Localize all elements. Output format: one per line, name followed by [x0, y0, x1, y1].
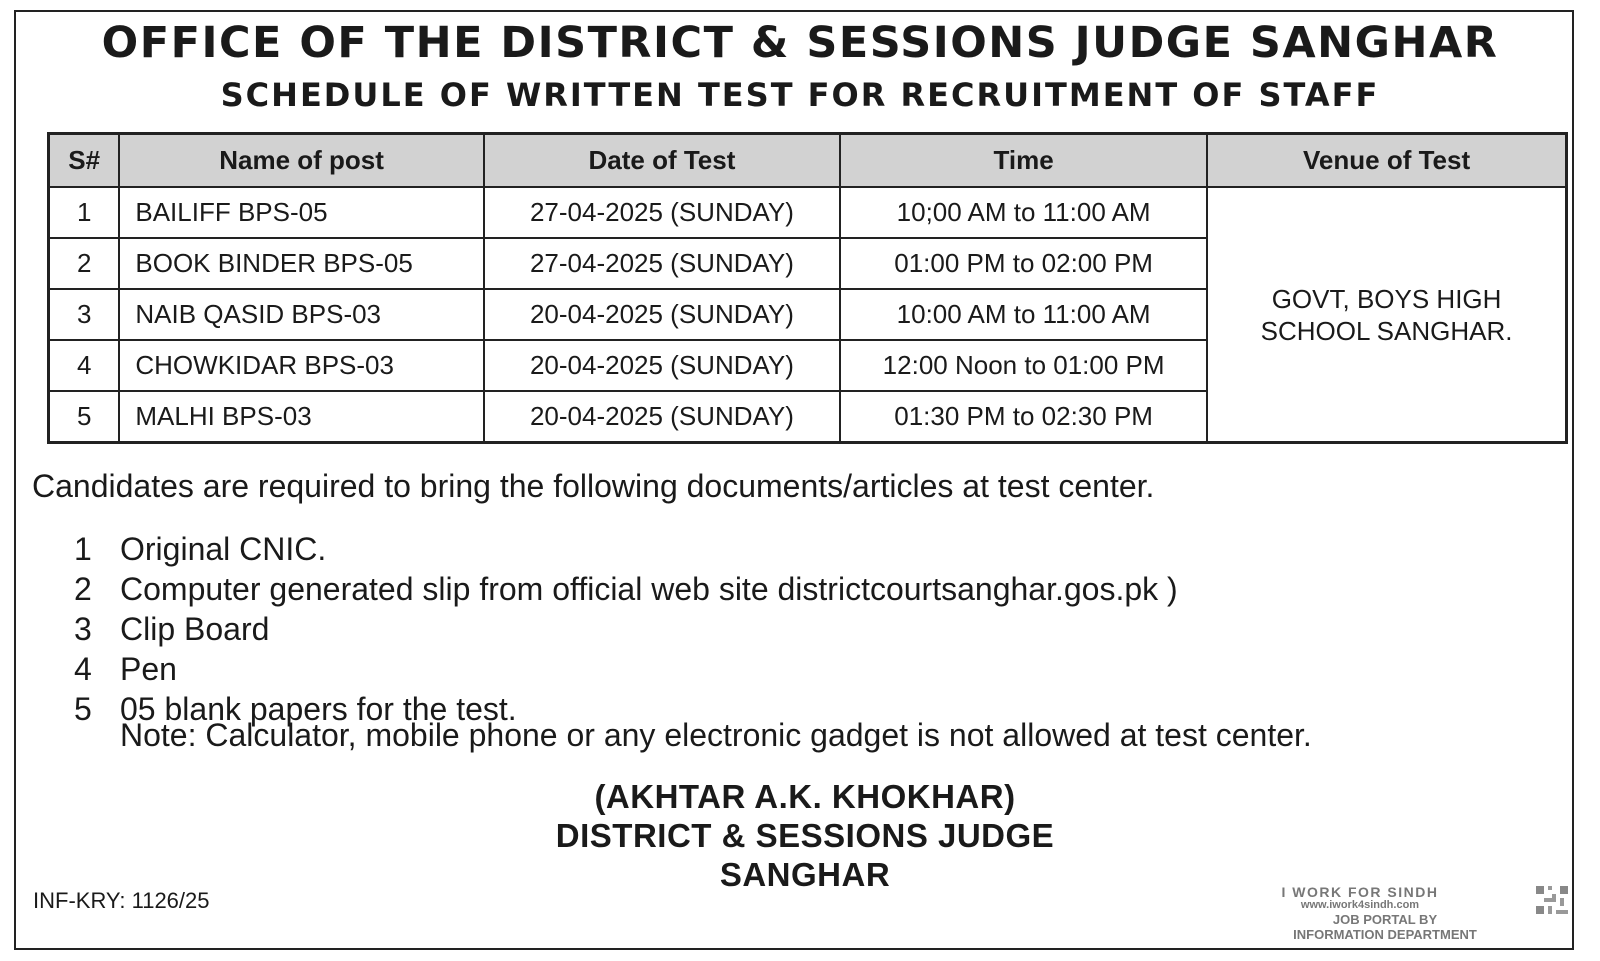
time-cell: 01:30 PM to 02:30 PM — [840, 391, 1207, 443]
list-item-number: 5 — [74, 691, 92, 727]
date-cell: 27-04-2025 (SUNDAY) — [484, 238, 840, 289]
column-header-venue: Venue of Test — [1207, 134, 1566, 188]
watermark-line-2: INFORMATION DEPARTMENT — [1293, 927, 1477, 942]
table-header-row — [49, 134, 1567, 188]
post-cell: NAIB QASID BPS-03 — [119, 289, 483, 340]
list-item-number: 1 — [74, 531, 92, 567]
date-cell: 20-04-2025 (SUNDAY) — [484, 340, 840, 391]
venue-cell — [1207, 187, 1566, 443]
time-cell: 10:00 AM to 11:00 AM — [840, 289, 1207, 340]
list-item-number: 3 — [74, 611, 92, 647]
post-cell: MALHI BPS-03 — [119, 391, 483, 443]
list-item — [74, 609, 1178, 649]
post-cell: BOOK BINDER BPS-05 — [119, 238, 483, 289]
post-cell: CHOWKIDAR BPS-03 — [119, 340, 483, 391]
list-item-number: 2 — [74, 571, 92, 607]
venue-line-1: GOVT, BOYS HIGH — [1271, 283, 1502, 314]
list-item — [74, 649, 1178, 689]
serial-cell: 1 — [49, 187, 120, 238]
date-cell: 20-04-2025 (SUNDAY) — [484, 289, 840, 340]
time-cell: 01:00 PM to 02:00 PM — [840, 238, 1207, 289]
serial-cell: 5 — [49, 391, 120, 443]
watermark-brand: I WORK FOR SINDH — [1281, 884, 1439, 900]
time-cell: 12:00 Noon to 01:00 PM — [840, 340, 1207, 391]
serial-cell: 3 — [49, 289, 120, 340]
required-documents-list — [74, 529, 1178, 729]
qr-code-icon — [1536, 886, 1568, 914]
list-item — [74, 529, 1178, 569]
list-item-text: 05 blank papers for the test. — [120, 691, 517, 727]
column-header-date: Date of Test — [484, 134, 840, 188]
serial-cell: 4 — [49, 340, 120, 391]
instructions-intro: Candidates are required to bring the following documents/articles at test center. — [32, 468, 1155, 504]
list-item-text: Pen — [120, 651, 177, 687]
list-item-text: Original CNIC. — [120, 531, 327, 567]
signatory-name: (AKHTAR A.K. KHOKHAR) — [594, 778, 1016, 815]
table-row — [49, 187, 1567, 238]
watermark-logo — [1200, 884, 1570, 944]
date-cell: 20-04-2025 (SUNDAY) — [484, 391, 840, 443]
signatory-place: SANGHAR — [719, 856, 891, 893]
list-item-text: Computer generated slip from official web site districtcourtsanghar.gos.pk ) — [120, 571, 1178, 607]
reference-number: INF-KRY: 1126/25 — [33, 888, 210, 913]
list-item-number: 4 — [74, 651, 92, 687]
test-schedule-table — [47, 132, 1568, 444]
column-header-post: Name of post — [119, 134, 483, 188]
restriction-note: Note: Calculator, mobile phone or any electronic gadget is not allowed at test center. — [120, 717, 1312, 753]
post-cell: BAILIFF BPS-05 — [119, 187, 483, 238]
date-cell: 27-04-2025 (SUNDAY) — [484, 187, 840, 238]
list-item — [74, 569, 1178, 609]
watermark-line-1: JOB PORTAL BY — [1332, 912, 1438, 927]
column-header-serial: S# — [49, 134, 120, 188]
time-cell: 10;00 AM to 11:00 AM — [840, 187, 1207, 238]
schedule-subtitle: SCHEDULE OF WRITTEN TEST FOR RECRUITMENT OF STAFF — [220, 76, 1380, 114]
column-header-time: Time — [840, 134, 1207, 188]
serial-cell: 2 — [49, 238, 120, 289]
signatory-designation: DISTRICT & SESSIONS JUDGE — [555, 817, 1055, 854]
office-title: OFFICE OF THE DISTRICT & SESSIONS JUDGE SANGHAR — [101, 18, 1499, 68]
venue-line-2: SCHOOL SANGHAR. — [1260, 315, 1513, 346]
watermark-url: www.iwork4sindh.com — [1300, 899, 1420, 911]
list-item-text: Clip Board — [120, 611, 270, 647]
